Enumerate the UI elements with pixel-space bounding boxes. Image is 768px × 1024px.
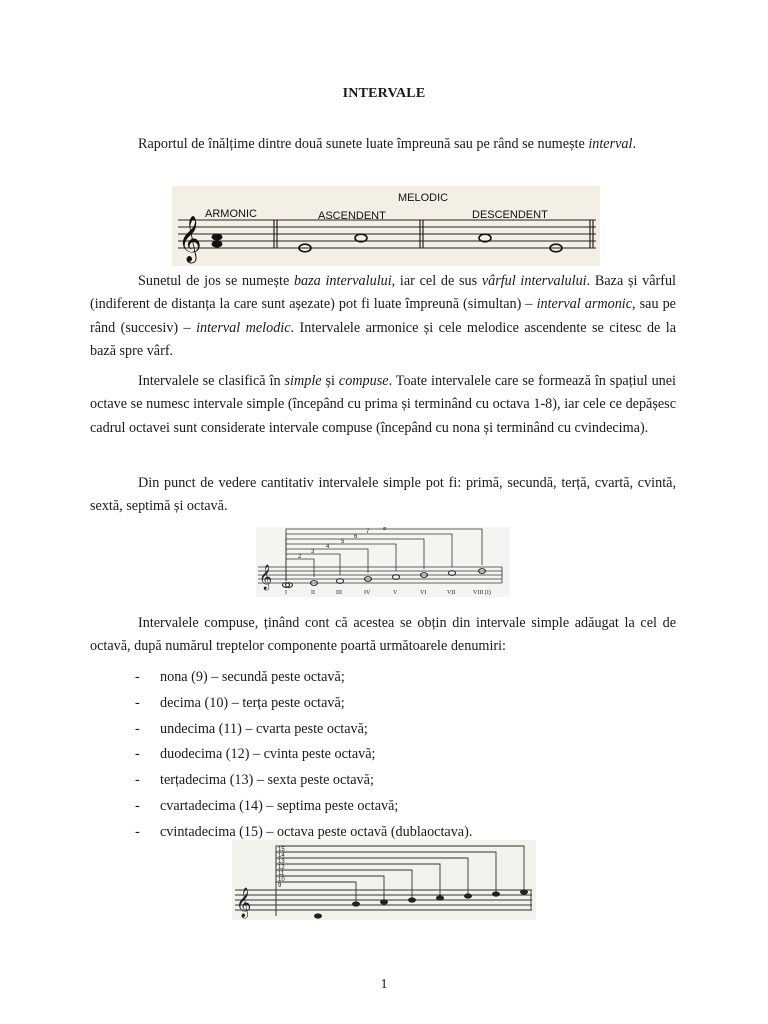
text: . Toate intervalele care se formează în spațiul unei octave se numesc intervale simple (începând cu prima și terminând cu octava 1-8), iar cele ce depășesc cadrul octavei sunt considerate intervale compuse (începând cu nona și terminând cu cvindecima). bbox=[90, 373, 677, 436]
paragraph-interval-definition bbox=[90, 133, 676, 156]
list-item bbox=[135, 717, 472, 743]
list-item-text: decima (10) – terța peste octavă; bbox=[160, 694, 345, 711]
bracket-label-2: 2 bbox=[298, 554, 302, 560]
emphasis: vârful intervalului bbox=[481, 273, 587, 289]
roman-5: V bbox=[393, 590, 398, 596]
compound-interval-list bbox=[135, 665, 472, 846]
roman-6: VI bbox=[420, 590, 427, 596]
list-dash: - bbox=[135, 797, 140, 814]
bracket-label-12: 12 bbox=[278, 865, 285, 871]
page-title: INTERVALE bbox=[342, 86, 426, 101]
figure-simple-intervals bbox=[256, 527, 510, 597]
figure-compound-intervals bbox=[232, 840, 536, 920]
paragraph-compound-intervals bbox=[90, 612, 676, 659]
staff-figure-1 bbox=[172, 186, 600, 266]
emphasis: interval bbox=[588, 136, 633, 152]
emphasis: simple bbox=[284, 373, 322, 389]
list-dash: - bbox=[135, 746, 140, 763]
text: . Baza și vârful (indiferent de distanța la care sunt așezate) pot fi luate împreună (simultan) – bbox=[90, 273, 676, 313]
bracket-label-8: 8 bbox=[383, 527, 387, 532]
page-number: 1 bbox=[380, 977, 388, 992]
list-item-text: terțadecima (13) – sexta peste octavă; bbox=[160, 772, 374, 789]
paragraph-simple-list bbox=[90, 472, 676, 519]
text: Din punct de vedere cantitativ intervalele simple pot fi: primă, secundă, terță, cvartă, cvintă, sextă, septimă și octavă. bbox=[90, 475, 676, 515]
roman-3: III bbox=[336, 590, 342, 596]
treble-clef-icon: 𝄞 bbox=[236, 888, 252, 918]
text: . Intervalele armonice și cele melodice ascendente se citesc de la bază spre vârf. bbox=[90, 319, 676, 360]
bracket-label-9: 9 bbox=[278, 883, 282, 889]
bracket-label-14: 14 bbox=[278, 853, 285, 859]
roman-2: II bbox=[311, 590, 315, 596]
bracket-label-11: 11 bbox=[278, 871, 285, 877]
list-item-text: cvintadecima (15) – octava peste octavă (dublaoctava). bbox=[160, 823, 473, 840]
list-item bbox=[135, 691, 472, 717]
paragraph-simple-compound bbox=[90, 370, 676, 440]
label-descendent: DESCENDENT bbox=[472, 209, 548, 221]
staff-figure-2 bbox=[256, 527, 510, 597]
list-dash: - bbox=[135, 694, 140, 711]
list-item bbox=[135, 768, 472, 794]
text: . bbox=[632, 136, 637, 152]
text: Sunetul de jos se numește bbox=[138, 273, 294, 289]
list-item-text: duodecima (12) – cvinta peste octavă; bbox=[160, 746, 376, 763]
list-item-text: undecima (11) – cvarta peste octavă; bbox=[160, 720, 368, 737]
text: Raportul de înălțime dintre două sunete luate împreună sau pe rând se numește bbox=[138, 136, 589, 152]
paragraph-base-top bbox=[90, 270, 676, 364]
text: Intervalele compuse, ținând cont că acestea se obțin din intervale simple adăugat la cel de octavă, după numărul treptelor componente poartă următoarele denumiri: bbox=[90, 615, 676, 655]
bracket-label-7: 7 bbox=[366, 529, 370, 535]
bracket-label-13: 13 bbox=[278, 859, 285, 865]
figure-harmonic-melodic bbox=[172, 186, 600, 266]
list-item-text: nona (9) – secundă peste octavă; bbox=[160, 669, 345, 685]
list-item bbox=[135, 794, 472, 820]
bracket-label-4: 4 bbox=[326, 544, 330, 550]
emphasis: baza intervalului bbox=[293, 273, 392, 289]
roman-8: VIII (I) bbox=[473, 590, 491, 596]
bracket-label-3: 3 bbox=[311, 549, 315, 555]
treble-clef-icon: 𝄞 bbox=[178, 216, 202, 262]
label-armonic: ARMONIC bbox=[205, 208, 257, 220]
label-melodic: MELODIC bbox=[398, 192, 449, 204]
list-item bbox=[135, 665, 472, 691]
text: Intervalele se clasifică în bbox=[138, 373, 285, 389]
text: , iar cel de sus bbox=[391, 273, 482, 289]
emphasis: interval melodic bbox=[196, 319, 291, 336]
text: , sau pe rând (succesiv) – bbox=[90, 296, 676, 336]
roman-1: I bbox=[285, 590, 287, 596]
list-dash: - bbox=[135, 720, 140, 737]
bracket-label-6: 6 bbox=[354, 534, 358, 540]
list-dash: - bbox=[135, 669, 140, 685]
staff-figure-3 bbox=[232, 840, 536, 920]
emphasis: interval armonic bbox=[536, 296, 633, 313]
treble-clef-icon: 𝄞 bbox=[259, 565, 273, 590]
list-item bbox=[135, 742, 472, 768]
bracket-label-5: 5 bbox=[341, 539, 345, 545]
emphasis: compuse bbox=[338, 373, 389, 389]
bracket-label-15: 15 bbox=[278, 847, 285, 853]
label-ascendent: ASCENDENT bbox=[318, 210, 386, 222]
list-dash: - bbox=[135, 823, 140, 840]
roman-7: VII bbox=[447, 590, 456, 596]
list-item-text: cvartadecima (14) – septima peste octavă; bbox=[160, 797, 399, 814]
roman-4: IV bbox=[364, 590, 371, 596]
bracket-label-10: 10 bbox=[278, 877, 285, 883]
text: și bbox=[321, 373, 339, 389]
list-dash: - bbox=[135, 772, 140, 789]
